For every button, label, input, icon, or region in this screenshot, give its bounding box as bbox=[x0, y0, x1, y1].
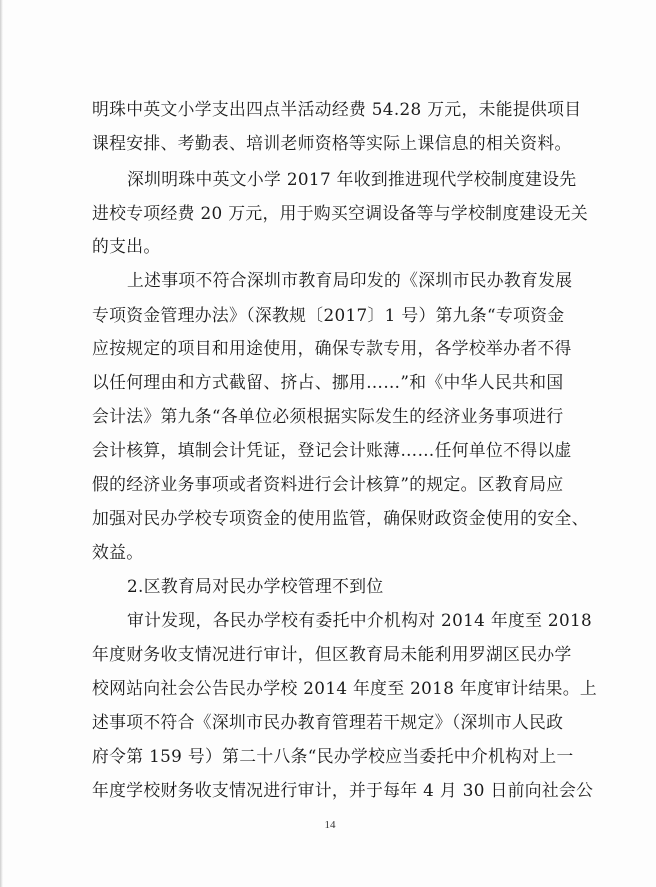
text-line: 校网站向社会公告民办学校 2014 年度至 2018 年度审计结果。上 bbox=[92, 678, 597, 698]
text-line: 应按规定的项目和用途使用，确保专款专用，各学校举办者不得 bbox=[92, 338, 572, 358]
text-line: 加强对民办学校专项资金的使用监管，确保财政资金使用的安全、 bbox=[92, 508, 589, 528]
text-line: 审计发现，各民办学校有委托中介机构对 2014 年度至 2018 bbox=[127, 610, 593, 630]
text-line: 以任何理由和方式截留、挤占、挪用……”和《中华人民共和国 bbox=[92, 372, 564, 392]
text-line: 上述事项不符合深圳市教育局印发的《深圳市民办教育发展 bbox=[127, 270, 573, 290]
text-line: 述事项不符合《深圳市民办教育管理若干规定》（深圳市人民政 bbox=[92, 712, 564, 732]
text-line: 效益。 bbox=[92, 542, 144, 562]
text-line: 的支出。 bbox=[92, 236, 161, 256]
text-line: 年度学校财务收支情况进行审计，并于每年 4 月 30 日前向社会公 bbox=[92, 780, 594, 800]
page-number: 14 bbox=[324, 819, 336, 831]
text-line: 进校专项经费 20 万元，用于购买空调设备等与学校制度建设无关 bbox=[92, 203, 588, 223]
text-line: 深圳明珠中英文小学 2017 年收到推进现代学校制度建设先 bbox=[127, 169, 577, 189]
text-line: 会计法》第九条“各单位必须根据实际发生的经济业务事项进行 bbox=[92, 406, 564, 426]
text-line: 府令第 159 号）第二十八条“民办学校应当委托中介机构对上一 bbox=[92, 746, 574, 766]
text-line: 会计核算，填制会计凭证，登记会计账薄……任何单位不得以虚 bbox=[92, 440, 572, 460]
text-line: 假的经济业务事项或者资料进行会计核算”的规定。区教育局应 bbox=[92, 474, 564, 494]
text-line: 年度财务收支情况进行审计，但区教育局未能利用罗湖区民办学 bbox=[92, 644, 572, 664]
section-heading: 2.区教育局对民办学校管理不到位 bbox=[127, 576, 384, 596]
text-line: 明珠中英文小学支出四点半活动经费 54.28 万元，未能提供项目 bbox=[92, 99, 582, 119]
text-line: 专项资金管理办法》（深教规〔2017〕1 号）第九条“专项资金 bbox=[92, 305, 565, 325]
text-line: 课程安排、考勤表、培训老师资格等实际上课信息的相关资料。 bbox=[92, 133, 572, 153]
